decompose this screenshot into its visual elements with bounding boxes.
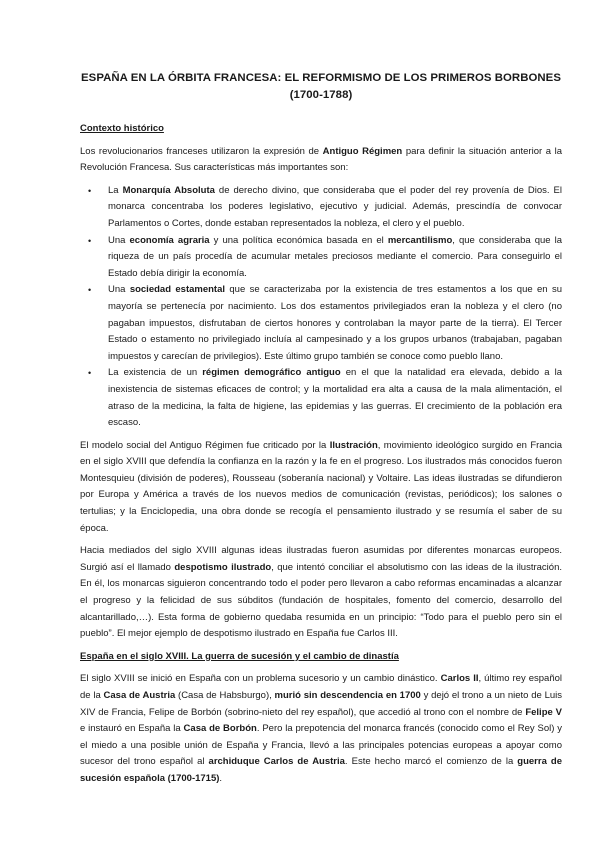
title-line-1: ESPAÑA EN LA ÓRBITA FRANCESA: EL REFORMISMO DE LOS PRIMEROS BORBONES	[81, 72, 561, 84]
list-item-demografia: • La existencia de un régimen demográfico antiguo en el que la natalidad era elevada, debido a la inexistencia de sistemas eficaces de control; y la mortalidad era alta a causa de la mala alimentación, el atraso de la medicina, la falta de higiene, las epidemias y las guerras. El crecimiento de la población era escaso.	[88, 367, 562, 429]
characteristics-list	[80, 183, 562, 432]
sucesion-paragraph: El siglo XVIII se inició en España con un problema sucesorio y un cambio dinástico. Carlos II, último rey español de la Casa de Austria (Casa de Habsburgo), murió sin descendencia en 1700 y dejó el trono a un nieto de Luis XIV de Francia, Felipe de Borbón (sobrino-nieto del rey español), que accedió al trono con el nombre de Felipe V e instauró en España la Casa de Borbón. Pero la prepotencia del monarca francés (conocido como el Rey Sol) y el miedo a una posible unión de España y Francia, llevó a las principales potencias europeas a apoyar como sucesor del trono español al archiduque Carlos de Austria. Este hecho marcó el comienzo de la guerra de sucesión española (1700-1715).	[80, 673, 563, 784]
bullet-icon: •	[88, 368, 92, 379]
section-heading-contexto: Contexto histórico	[80, 123, 164, 134]
bullet-icon: •	[88, 185, 92, 196]
bullet-icon: •	[88, 235, 92, 246]
despotismo-paragraph: Hacia mediados del siglo XVIII algunas ideas ilustradas fueron asumidas por diferentes monarcas europeos. Surgió así el llamado despotismo ilustrado, que intentó conciliar el absolutismo con las ideas de la ilustración. En él, los monarcas siguieron concentrando todo el poder pero llevaron a cabo reformas encaminadas a alcanzar el progreso y la felicidad de sus súbditos (fundación de hospitales, fomento del comercio, desarrollo del alcantarillado,…). Esta forma de gobierno quedaba resumida en un principio: “Todo para el pueblo pero sin el pueblo”. El mejor ejemplo de despotismo ilustrado en España fue Carlos III.	[80, 545, 562, 640]
title-line-2: (1700-1788)	[289, 89, 353, 101]
intro-paragraph: Los revolucionarios franceses utilizaron la expresión de Antiguo Régimen para definir la situación anterior a la Revolución Francesa. Sus características más importantes son:	[80, 145, 562, 174]
list-item-monarquia: • La Monarquía Absoluta de derecho divino, que consideraba que el poder del rey provenía de Dios. El monarca concentraba los poderes legislativo, ejecutivo y judicial. Además, prescindía de convocar Parlamentos o Cortes, donde estaban representados la nobleza, el clero y el pueblo.	[88, 184, 562, 229]
document-title	[80, 70, 562, 104]
ilustracion-paragraph: El modelo social del Antiguo Régimen fue criticado por la Ilustración, movimiento ideológico surgido en Francia en el siglo XVIII que defendía la confianza en la razón y la fe en el progreso. Los ilustrados más conocidos fueron Montesquieu (división de poderes), Rousseau (soberanía nacional) y Voltaire. Las ideas ilustradas se difundieron por Europa y América a través de los nuevos medios de comunicación (revistas, periódicos); los salones o tertulias; y la Enciclopedia, una obra donde se recogía el pensamiento ilustrado y se resumía el saber de su época.	[80, 439, 562, 534]
list-item-economia: • Una economía agraria y una política económica basada en el mercantilismo, que consideraba que la riqueza de un país procedía de acumular metales preciosos mediante el comercio. Para conseguirlo el Estado debía dirigir la economía.	[88, 234, 562, 279]
section-heading-guerra-sucesion: España en el siglo XVIII. La guerra de sucesión y el cambio de dinastía	[80, 650, 399, 662]
bullet-icon: •	[88, 285, 92, 296]
list-item-sociedad: • Una sociedad estamental que se caracterizaba por la existencia de tres estamentos a los que en su mayoría se pertenecía por nacimiento. Los dos estamentos privilegiados eran la nobleza y el clero (no pagaban impuestos, disfrutaban de ciertos honores y controlaban la mayor parte de la tierra). El Tercer Estado o estamento no privilegiado incluía al campesinado y a los grupos urbanos (trabajaban, pagaban impuestos y carecían de privilegios). Este último grupo también se conoce como pueblo llano.	[88, 284, 562, 362]
